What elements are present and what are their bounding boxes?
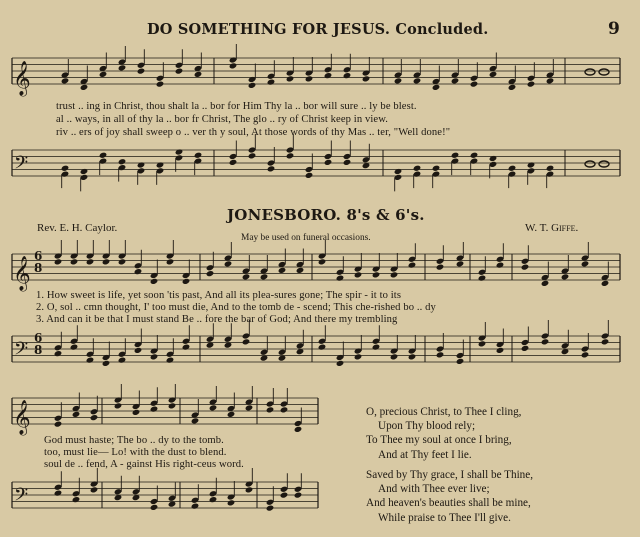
- note-head: [451, 152, 459, 159]
- stanza-5-line-1: Saved by Thy grace, I shall be Thine,: [366, 469, 534, 481]
- hymn-meter: 8's & 6's.: [346, 206, 425, 224]
- hymn-composer: W. T. Giffe.: [525, 222, 579, 234]
- top-piece-title: [147, 21, 489, 38]
- svg-text:𝄢: 𝄢: [14, 485, 29, 510]
- note-head: [527, 161, 535, 168]
- stanza-4-line-4: And at Thy feet I lie.: [378, 448, 472, 461]
- hymn-note: May be used on funeral occasions.: [241, 233, 371, 243]
- stanza-5-line-3: And heaven's beauties shall be mine,: [366, 497, 531, 510]
- hymn-title-text: JONESBORO.: [227, 206, 342, 224]
- note-head: [432, 165, 440, 172]
- verse-2-line-2: too, must lie— Lo! with the dust to blend.: [44, 447, 227, 458]
- stanza-4-line-1: O, precious Christ, to Thee I cling,: [366, 406, 522, 418]
- verse-3-line-2: soul de .. fend, A - gainst His right-ceus word.: [44, 459, 244, 470]
- svg-text:8: 8: [34, 261, 43, 275]
- stanza-4-line-3: To Thee my soul at once I bring,: [366, 434, 512, 447]
- svg-text:𝄞: 𝄞: [13, 400, 31, 435]
- svg-text:6: 6: [34, 331, 43, 345]
- stanza-5: [366, 468, 533, 525]
- note-head: [489, 155, 497, 162]
- note-head: [156, 161, 164, 168]
- note-head: [175, 148, 183, 155]
- svg-text:𝄞: 𝄞: [13, 256, 31, 291]
- top-lyric-line-2: al .. ways, in all of thy la .. bor fr Christ, The glo .. ry of Christ keep in view.: [56, 114, 389, 125]
- note-head: [413, 165, 421, 172]
- note-head: [508, 165, 516, 172]
- svg-text:𝄞: 𝄞: [13, 61, 31, 96]
- note-head: [80, 168, 88, 175]
- note-head: [394, 168, 402, 175]
- top-title-text: DO SOMETHING FOR JESUS.: [147, 21, 391, 38]
- top-lyric-line-3: riv .. ers of joy shall sweep o .. ver th y soul, At those words of thy Mas .. ter, "Well done!": [56, 127, 451, 138]
- top-lyric-line-1: trust .. ing in Christ, thou shalt la .. bor for Him Thy la .. bor will sure .. ly be blest.: [56, 101, 417, 112]
- svg-text:8: 8: [34, 343, 43, 357]
- top-title-suffix: Concluded.: [395, 21, 489, 38]
- svg-text:6: 6: [34, 249, 43, 263]
- verse-3-line-1: 3. And can it be that I must stand Be .. fore the bar of God; And there my trembling: [36, 314, 398, 325]
- note-head: [99, 152, 107, 159]
- note-head: [118, 158, 126, 165]
- note-head: [137, 161, 145, 168]
- svg-text:𝄢: 𝄢: [14, 153, 29, 178]
- note-head: [61, 165, 69, 172]
- verse-2-line-1: 2. O, sol .. cmn thought, I' too must die, And to the tomb de - scend; This che-rished bo .. dy: [36, 302, 436, 313]
- stanza-4: [366, 405, 521, 462]
- verse-1-line-1: 1. How sweet is life, yet soon 'tis past, And all its plea-sures gone; The spir - it to its: [36, 290, 402, 301]
- stanza-5-line-4: While praise to Thee I'll give.: [378, 511, 511, 524]
- hymn-author: Rev. E. H. Caylor.: [37, 222, 118, 234]
- note-head: [470, 152, 478, 159]
- stanza-4-line-2: Upon Thy blood rely;: [378, 420, 476, 433]
- stanza-5-line-2: And with Thee ever live;: [378, 483, 490, 496]
- page-number: 9: [608, 19, 620, 39]
- hymn-title: [227, 206, 425, 224]
- svg-text:𝄢: 𝄢: [14, 339, 29, 364]
- note-head: [194, 152, 202, 159]
- note-head: [546, 165, 554, 172]
- verse-1-line-2: God must haste; The bo .. dy to the tomb.: [44, 435, 224, 446]
